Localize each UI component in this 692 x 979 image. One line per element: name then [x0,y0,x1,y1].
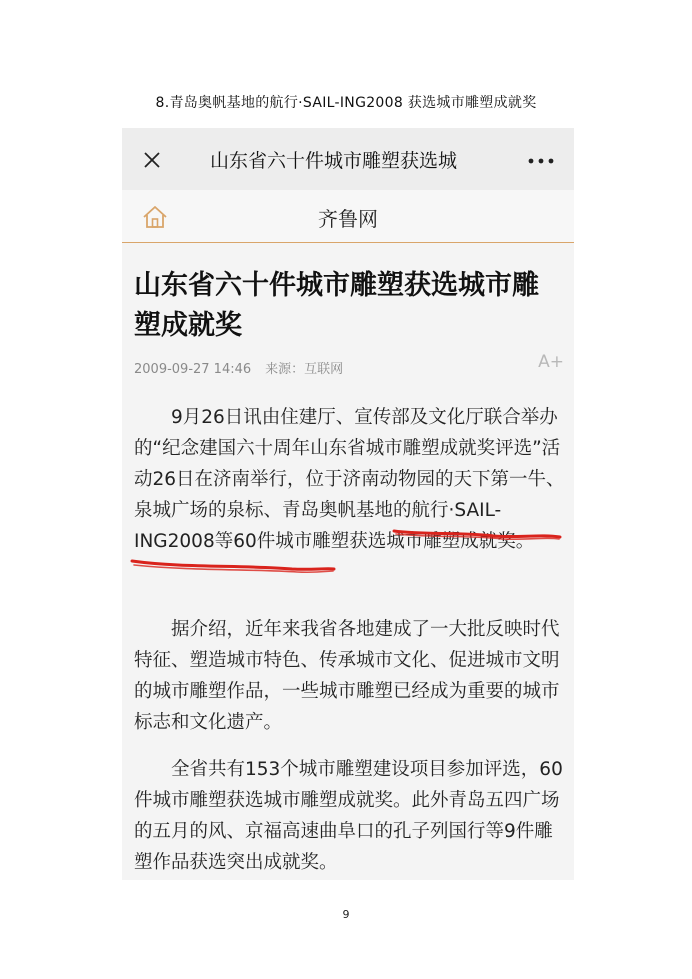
phone-screenshot [122,128,574,880]
font-size-button[interactable]: A+ [538,352,564,372]
article-meta [134,358,343,377]
top-bar [122,128,574,190]
underline-stroke-2 [132,561,334,569]
article-title: 山东省六十件城市雕塑获选城市雕塑成就奖 [134,270,539,341]
article-paragraph: 全省共有153个城市雕塑建设项目参加评选，60件城市雕塑获选城市雕塑成就奖。此外青岛五四广场的五月的风、京福高速曲阜口的孔子列国行等9件雕塑作品获选突出成就奖。 [134,759,563,873]
site-name: 齐鲁网 [318,207,378,231]
close-icon[interactable] [142,150,162,170]
topbar-title: 山东省六十件城市雕塑获选城 [210,150,458,172]
site-bar [122,190,574,243]
article-paragraph: 9月26日讯由住建厅、宣传部及文化厅联合举办的“纪念建国六十周年山东省城市雕塑成就奖评选”活动26日在济南举行，位于济南动物园的天下第一牛、泉城广场的泉标、青岛奥帆基地的航行·SAIL-ING2008等60件城市雕塑获选城市雕塑成就奖。 [134,407,565,552]
page-number: 9 [342,908,350,921]
article-datetime: 2009-09-27 14:46 [134,362,252,377]
article-source: 来源：互联网 [265,362,344,377]
more-icon[interactable] [528,158,554,164]
document-caption: 8.青岛奥帆基地的航行·SAIL-ING2008 获选城市雕塑成就奖 [155,95,537,111]
article-paragraph: 据介绍，近年来我省各地建成了一大批反映时代特征、塑造城市特色、传承城市文化、促进城市文明的城市雕塑作品，一些城市雕塑已经成为重要的城市标志和文化遗产。 [134,619,560,733]
underline-stroke-2b [134,565,333,572]
